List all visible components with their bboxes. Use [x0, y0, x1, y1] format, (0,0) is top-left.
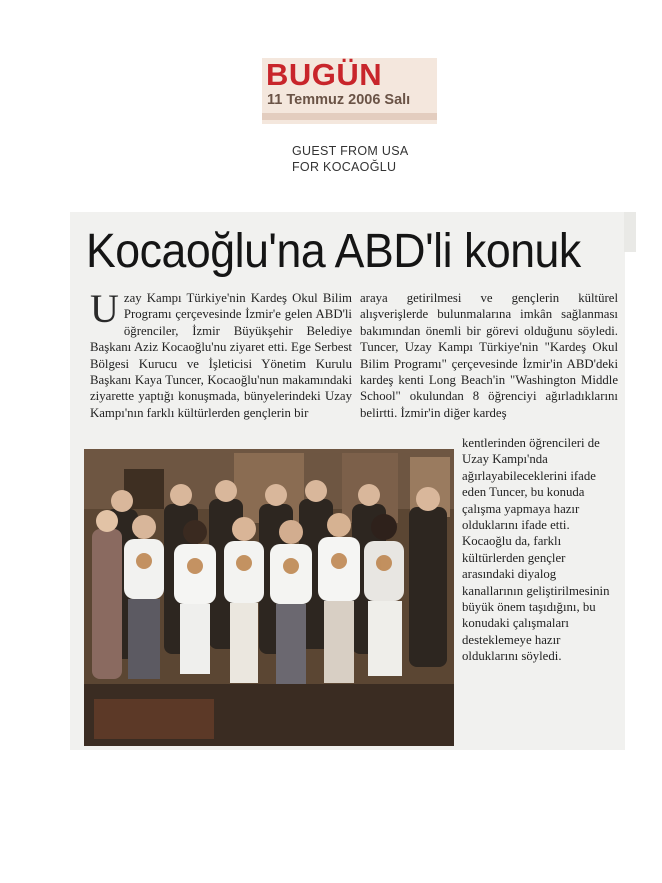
newspaper-name: BUGÜN — [266, 57, 383, 92]
article-column-3 — [462, 435, 618, 665]
column-3-text: kentlerinden öğrencileri de Uzay Kampı'nda ağırlayabileceklerini ifade eden Tuncer, bu konuda çalışma yapmaya hazır olduklarını ifade etti. Kocaoğlu da, farklı kültürlerden gençler arasındaki diyalog kanallarının geliştirilmesinin büyük önem taşıdığını, bu konudaki çalışmaları desteklemeye hazır olduklarını söyledi. — [462, 436, 610, 664]
drop-cap: U — [90, 286, 119, 331]
article-column-2 — [360, 290, 618, 421]
group-photo-illustration — [84, 449, 454, 746]
clipping-edge — [624, 212, 636, 252]
article-column-1 — [90, 286, 352, 421]
masthead-rule — [262, 113, 437, 120]
column-2-text: araya getirilmesi ve gençlerin kültürel alışverişlerde bulunmalarına imkân sağlanması bakımından önemli bir görevi olduğunu söyledi. Tuncer, Uzay Kampı Türkiye'nin "Kardeş Okul Bilim Programı" çerçevesinde İzmir'in ABD'deki kardeş kenti Long Beach'in "Washington Middle School" okulundan 8 öğrenciyi ağırladıklarını belirtti. İzmir'in diğer kardeş — [360, 291, 618, 420]
newspaper-masthead — [262, 58, 437, 124]
publication-date: 11 Temmuz 2006 Salı — [267, 92, 411, 108]
column-1-text: zay Kampı Türkiye'nin Kardeş Okul Bilim Programı çerçevesinde İzmir'e gelen ABD'li öğrenciler, İzmir Büyükşehir Belediye Başkanı Aziz Kocaoğlu'nu ziyaret etti. Ege Serbest Bölgesi Kurucu ve İşleticisi Yönetim Kurulu Başkanı Kaya Tuncer, Kocaoğlu'nun makamındaki ziyarette yaptığı konuşmada, bünyelerindeki Uzay Kampı'nın farklı kültürlerden gençlerin bir — [90, 291, 352, 420]
caption-line-1: GUEST FROM USA — [292, 144, 409, 158]
caption-line-2: FOR KOCAOĞLU — [292, 160, 397, 174]
group-photo — [84, 449, 454, 746]
clipping-caption — [292, 143, 408, 175]
article-headline: Kocaoğlu'na ABD'li konuk — [86, 225, 581, 278]
